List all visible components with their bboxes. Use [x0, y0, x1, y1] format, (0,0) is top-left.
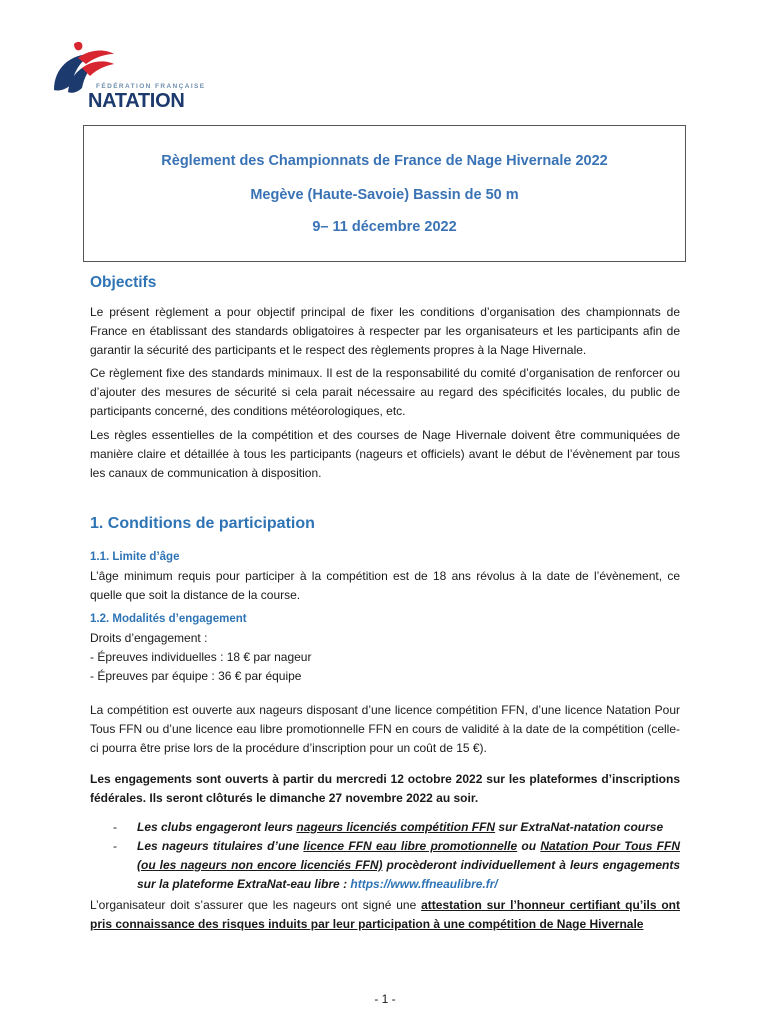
- paragraph-objectifs-3: Les règles essentielles de la compétition et des courses de Nage Hivernale doivent être communiquées de manière claire et détaillée à tous les participants (nageurs et officiels) avant le début de l’évènement par tous les canaux de communication à disposition.: [90, 428, 680, 480]
- bullet-text: procèderont individuellement à leurs engagements sur la plateforme ExtraNat-eau libre :: [137, 858, 680, 891]
- fee-team: - Épreuves par équipe : 36 € par équipe: [90, 669, 302, 683]
- document-location: Megève (Haute-Savoie) Bassin de 50 m: [250, 187, 519, 203]
- bullet-text: Les clubs engageront leurs: [137, 820, 297, 834]
- logo-federation-text: FÉDÉRATION FRANÇAISE: [96, 83, 206, 90]
- list-item: [90, 818, 680, 837]
- bullet-text: sur ExtraNat-natation course: [495, 820, 664, 834]
- paragraph-engagements-dates: Les engagements sont ouverts à partir du mercredi 12 octobre 2022 sur les plateformes d’inscriptions fédérales. Ils seront clôturés le dimanche 27 novembre 2022 au soir.: [90, 772, 680, 805]
- attestation-bold-text: attestation sur l’honneur certifiant qu’ils ont pris connaissance des risques induits par leur participation à une compétition de Nage Hivernale: [90, 898, 680, 931]
- logo-natation-text: NATATION: [88, 90, 185, 112]
- heading-modalites-engagement: 1.2. Modalités d’engagement: [90, 613, 247, 625]
- document-title: Règlement des Championnats de France de Nage Hivernale 2022: [161, 153, 608, 169]
- paragraph-objectifs-1: Le présent règlement a pour objectif principal de fixer les conditions d’organisation des championnats de France en établissant des standards obligatoires à respecter par les organisateurs et les participants afin de garantir la sécurité des participants et le respect des règlements propres à la Nage Hivernale.: [90, 305, 680, 357]
- ffn-logo: [48, 38, 208, 114]
- fee-individual: - Épreuves individuelles : 18 € par nageur: [90, 650, 312, 664]
- paragraph-attestation: [90, 896, 680, 934]
- paragraph-limite-age: L’âge minimum requis pour participer à la compétition est de 18 ans révolus à la date de l’évènement, ce quelle que soit la distance de la course.: [90, 569, 680, 602]
- heading-limite-age: 1.1. Limite d’âge: [90, 551, 180, 563]
- ffneaulibre-link[interactable]: https://www.ffneaulibre.fr/: [350, 877, 498, 891]
- heading-conditions-participation: 1. Conditions de participation: [90, 515, 315, 532]
- bullet-dash: -: [113, 820, 117, 834]
- bullet-text: Les nageurs titulaires d’une: [137, 839, 304, 853]
- heading-objectifs: Objectifs: [90, 274, 157, 291]
- title-box: [83, 125, 686, 262]
- bullet-dash: -: [113, 839, 117, 853]
- droits-engagement-label: Droits d’engagement :: [90, 631, 208, 645]
- page-number: - 1 -: [374, 992, 396, 1006]
- paragraph-objectifs-2: Ce règlement fixe des standards minimaux. Il est de la responsabilité du comité d’organisation de renforcer ou d’ajouter des mesures de sécurité si cela parait nécessaire au regard des spécificités locales, du public de participants concerné, des conditions météorologiques, etc.: [90, 366, 680, 418]
- bullet-text: ou: [517, 839, 541, 853]
- bullet-underlined-text: nageurs licenciés compétition FFN: [296, 820, 496, 834]
- attestation-text: L’organisateur doit s’assurer que les nageurs ont signé une: [90, 898, 422, 912]
- bullet-underlined-text: Natation Pour Tous FFN (ou les nageurs non encore licenciés FFN): [137, 839, 680, 872]
- list-item: [90, 837, 680, 894]
- document-dates: 9– 11 décembre 2022: [312, 219, 457, 235]
- bullet-underlined-text: licence FFN eau libre promotionnelle: [303, 839, 518, 853]
- engagement-list: [90, 818, 680, 894]
- paragraph-licence: La compétition est ouverte aux nageurs disposant d’une licence compétition FFN, d’une licence Natation Pour Tous FFN ou d’une licence eau libre promotionnelle FFN en cours de validité à la date de la compétition (celle-ci pourra être prise lors de la procédure d’inscription pour un coût de 15 €).: [90, 703, 680, 755]
